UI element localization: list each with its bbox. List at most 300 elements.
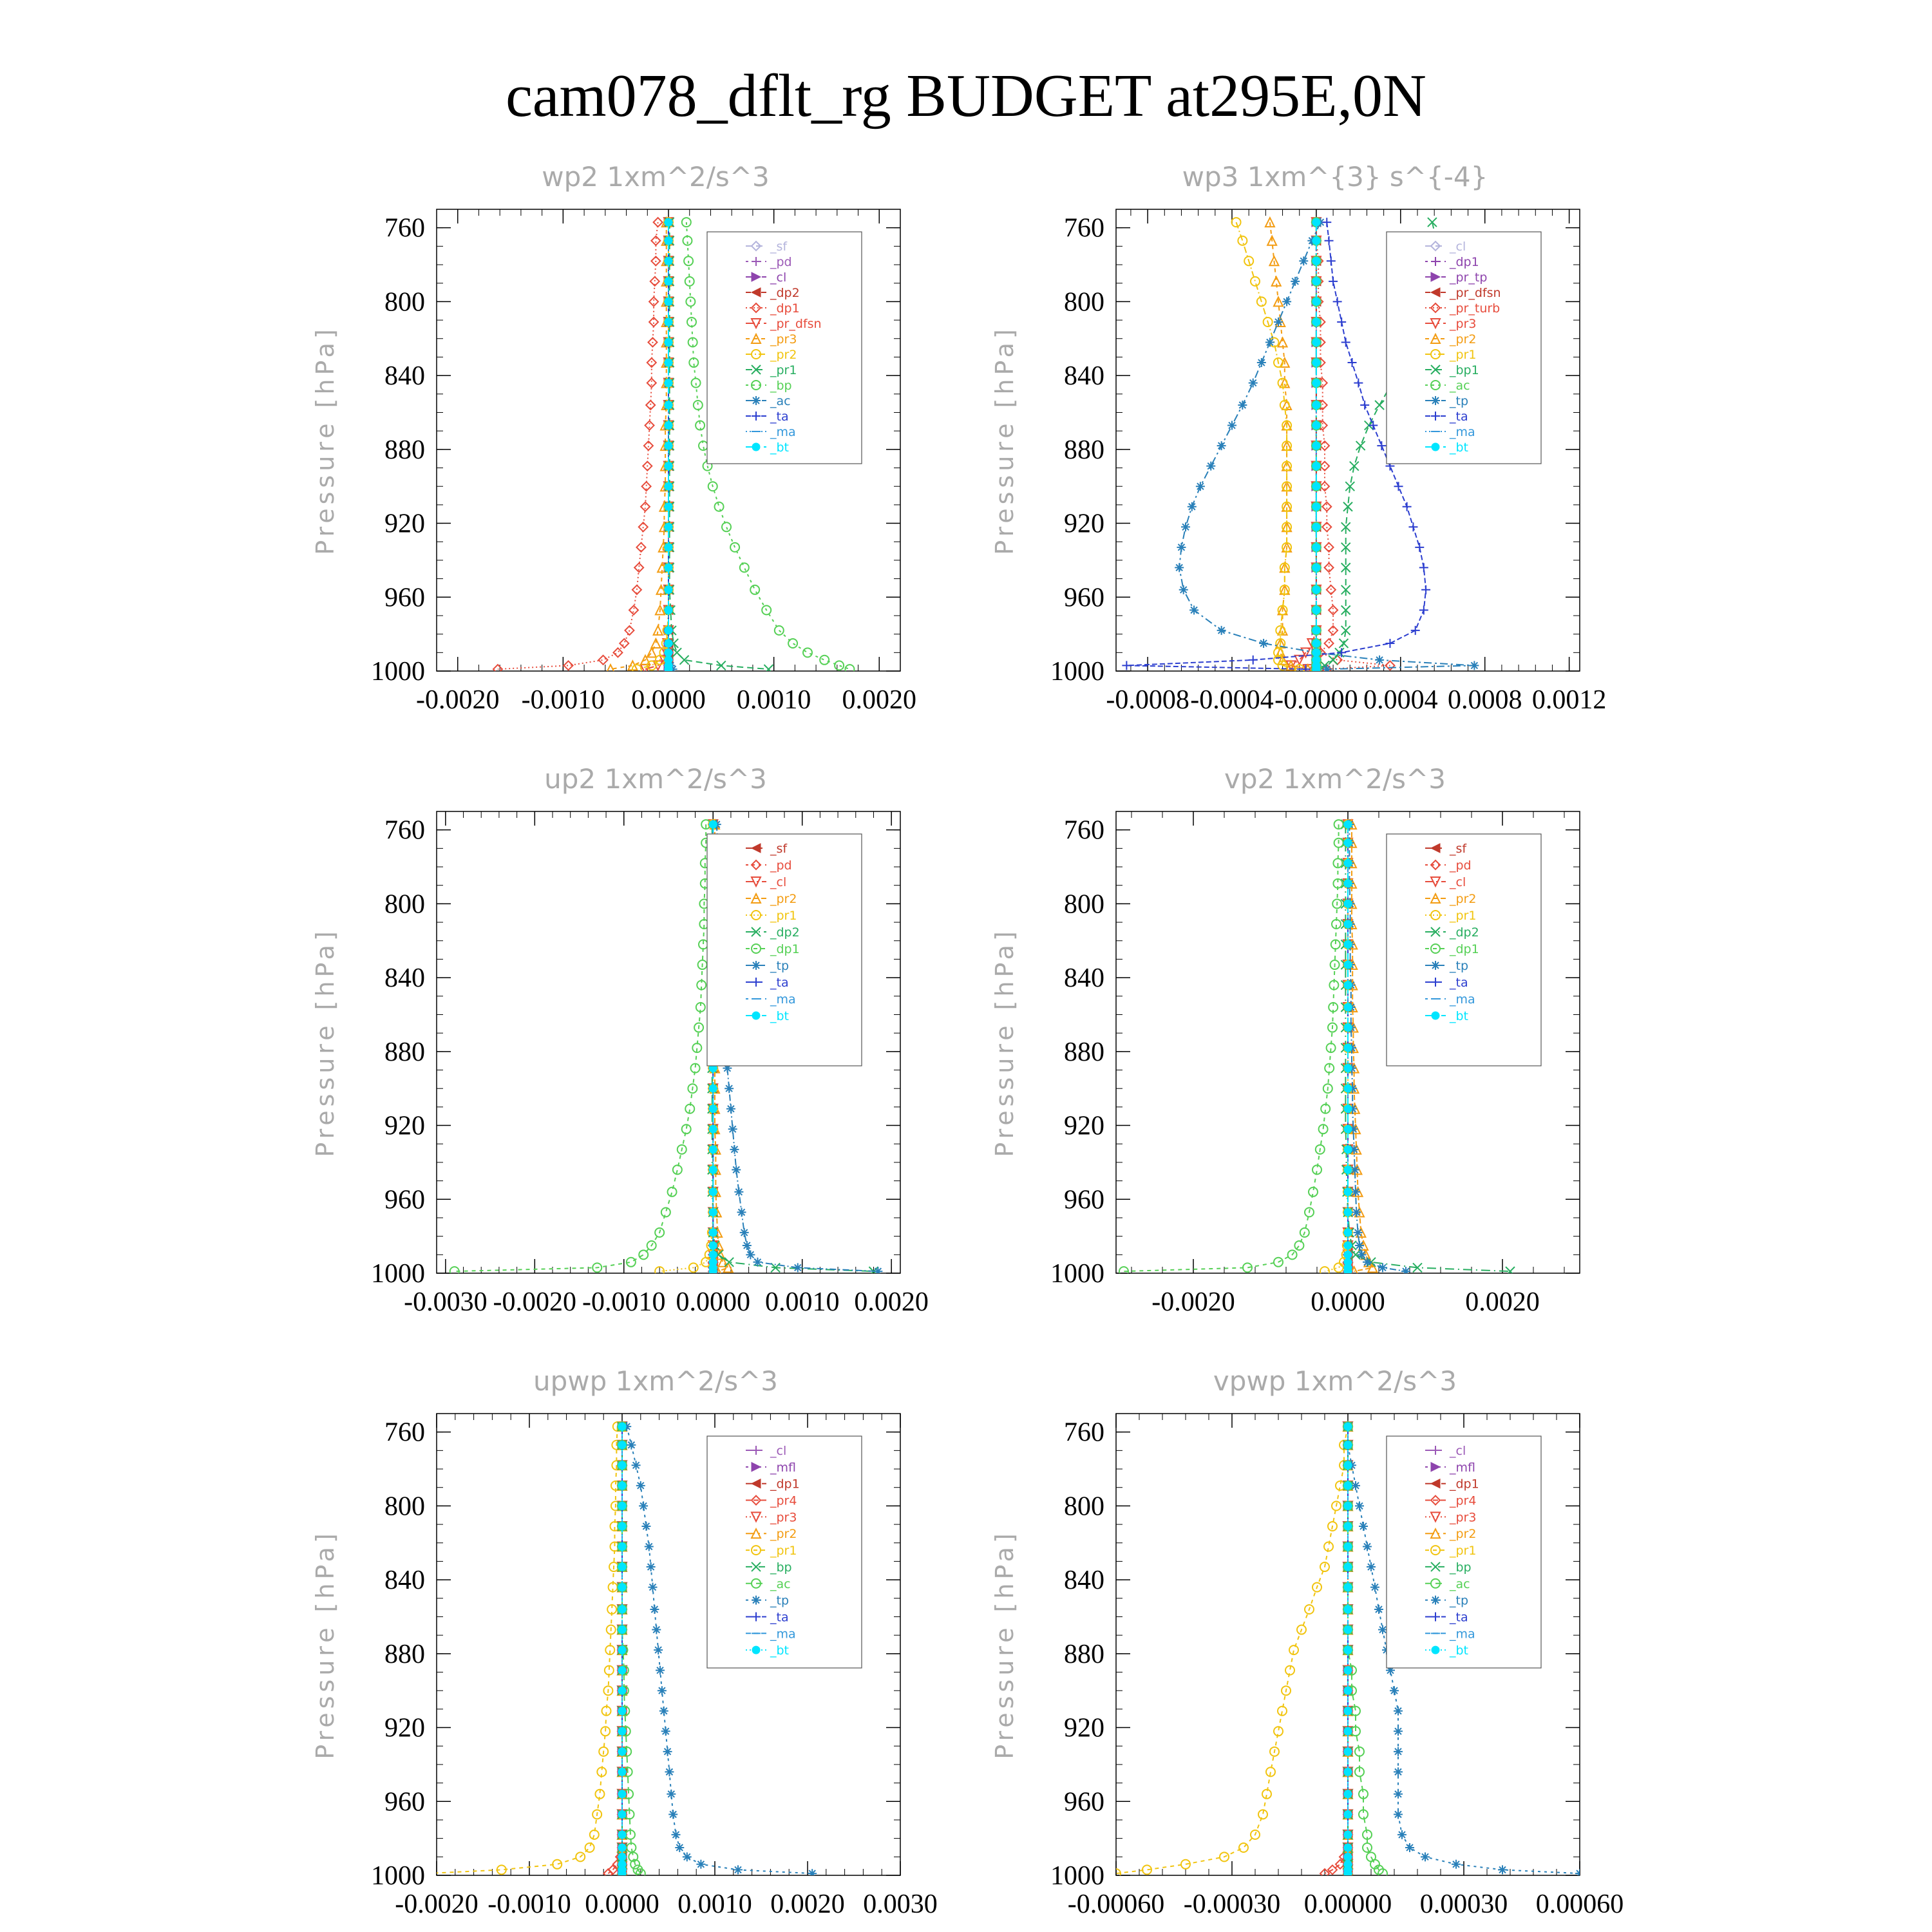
data-point — [709, 820, 717, 828]
y-tick-label: 920 — [1064, 1111, 1104, 1141]
legend-marker — [752, 1596, 761, 1605]
data-point — [1394, 1727, 1403, 1736]
legend — [707, 834, 862, 1066]
data-point — [1312, 379, 1320, 387]
legend-label: _ac — [1450, 1577, 1470, 1591]
y-axis-label: Pressure [hPa] — [990, 927, 1019, 1157]
y-tick-label: 800 — [384, 889, 425, 920]
legend-label: _bt — [1450, 440, 1469, 455]
x-tick-label: -0.0020 — [493, 1287, 577, 1317]
data-point — [1403, 502, 1412, 511]
legend-label: _bp — [1450, 1560, 1472, 1575]
legend-label: _ta — [1450, 1610, 1468, 1625]
x-tick-label: -0.0004 — [1190, 685, 1274, 715]
data-point — [618, 1461, 626, 1469]
legend-label: _pr1 — [770, 363, 797, 377]
data-point — [1344, 1563, 1352, 1571]
y-tick-label: 880 — [384, 1639, 425, 1669]
data-point — [661, 1727, 670, 1736]
data-point — [665, 318, 672, 326]
legend-label: _ma — [1450, 425, 1475, 439]
data-point — [639, 1250, 648, 1259]
data-point — [1217, 441, 1226, 450]
data-point — [1363, 1542, 1372, 1551]
panel-title: wp3 1xm^{3} s^{-4} — [1182, 161, 1488, 193]
data-point — [1189, 605, 1198, 614]
data-point — [1312, 544, 1320, 551]
legend-marker — [1431, 396, 1440, 405]
legend-label: _pr2 — [770, 348, 797, 362]
data-point — [668, 1810, 677, 1819]
data-point — [743, 1241, 752, 1250]
data-point — [740, 1228, 749, 1237]
data-point — [1334, 1263, 1343, 1272]
data-point — [1312, 401, 1320, 409]
data-point — [1312, 606, 1320, 614]
series-pr3 — [606, 218, 671, 674]
data-point — [1344, 839, 1352, 847]
legend-marker — [752, 443, 760, 451]
x-tick-label: 0.0010 — [677, 1889, 752, 1919]
data-point — [1452, 1860, 1461, 1869]
y-tick-label: 800 — [1064, 1492, 1104, 1522]
data-point — [1344, 920, 1352, 928]
series-line — [428, 1426, 618, 1873]
data-point — [1344, 1003, 1352, 1011]
legend-label: _pr_dfsn — [770, 317, 822, 331]
legend-label: _tp — [770, 1593, 790, 1608]
legend-label: _tp — [1450, 959, 1469, 973]
data-point — [709, 1146, 717, 1153]
legend-label: _sf — [770, 240, 788, 254]
data-point — [1179, 585, 1188, 594]
data-point — [663, 1747, 672, 1756]
data-point — [618, 1748, 626, 1756]
data-point — [803, 648, 812, 657]
legend-label: _cl — [770, 875, 787, 889]
data-point — [665, 218, 672, 226]
data-point — [652, 1625, 661, 1634]
data-point — [1401, 1267, 1410, 1276]
legend-label: _pr3 — [1450, 317, 1477, 331]
data-point — [618, 1790, 626, 1798]
legend-label: _ma — [1450, 1627, 1475, 1642]
data-point — [1374, 1605, 1383, 1614]
legend-label: _pd — [1450, 858, 1472, 873]
series-line — [659, 824, 713, 1271]
data-point — [1428, 218, 1437, 227]
data-point — [1356, 441, 1365, 450]
y-tick-label: 960 — [1064, 1185, 1104, 1215]
data-point — [639, 1501, 648, 1510]
legend-label: _dp1 — [1450, 1477, 1479, 1492]
data-point — [1312, 257, 1320, 265]
data-point — [672, 1830, 681, 1839]
data-point — [1344, 1605, 1352, 1613]
data-point — [618, 1584, 626, 1591]
data-point — [585, 1843, 594, 1852]
y-axis-label: Pressure [hPa] — [311, 927, 339, 1157]
data-point — [629, 605, 638, 614]
x-tick-label: 0.0000 — [1311, 1287, 1385, 1317]
data-point — [709, 1208, 717, 1216]
legend-label: _cl — [1450, 1444, 1466, 1458]
data-point — [1344, 1667, 1352, 1674]
data-point — [1329, 605, 1338, 614]
data-point — [618, 1646, 626, 1654]
series-dp1 — [493, 218, 663, 674]
data-point — [665, 586, 672, 594]
data-point — [665, 1767, 674, 1776]
x-tick-label: -0.0010 — [582, 1287, 666, 1317]
data-point — [1408, 522, 1417, 531]
series-line — [611, 222, 667, 669]
data-point — [1312, 639, 1320, 647]
data-point — [649, 1583, 658, 1592]
data-point — [1375, 401, 1384, 410]
data-point — [1394, 1790, 1403, 1799]
data-point — [665, 606, 672, 614]
data-point — [649, 297, 658, 306]
y-tick-label: 840 — [384, 361, 425, 392]
data-point — [618, 1423, 626, 1430]
data-point — [1232, 218, 1241, 227]
data-point — [651, 639, 660, 648]
panel-2 — [990, 161, 1606, 715]
legend-label: _bt — [770, 1643, 790, 1658]
data-point — [709, 1125, 717, 1133]
legend-label: _ta — [1450, 410, 1468, 424]
series-pr1 — [1112, 1422, 1352, 1878]
y-tick-label: 760 — [1064, 213, 1104, 243]
data-point — [1325, 236, 1334, 245]
data-point — [1344, 1707, 1352, 1715]
data-point — [613, 648, 622, 657]
legend-label: _ma — [770, 425, 796, 439]
data-point — [1344, 820, 1352, 828]
data-point — [1206, 462, 1215, 471]
legend-label: _sf — [770, 842, 788, 856]
data-point — [1344, 1687, 1352, 1694]
legend — [1387, 834, 1541, 1066]
data-point — [641, 1522, 650, 1531]
data-point — [1251, 277, 1260, 286]
data-point — [1312, 665, 1320, 673]
legend-label: _pr2 — [770, 892, 797, 906]
y-axis-label: Pressure [hPa] — [990, 325, 1019, 555]
legend-marker — [752, 1646, 760, 1654]
x-tick-label: -0.0020 — [395, 1889, 478, 1919]
data-point — [1344, 1024, 1352, 1032]
x-tick-label: 0.0008 — [1447, 685, 1522, 715]
legend-label: _bt — [1450, 1009, 1469, 1023]
legend-label: _sf — [1450, 842, 1467, 856]
y-tick-label: 920 — [1064, 509, 1104, 539]
data-point — [709, 1166, 717, 1173]
x-tick-label: 0.0020 — [842, 685, 917, 715]
data-point — [618, 1522, 626, 1530]
data-point — [1354, 379, 1363, 388]
data-point — [665, 278, 672, 285]
legend-label: _bt — [770, 440, 790, 455]
data-point — [1175, 563, 1184, 572]
x-tick-label: -0.00060 — [1067, 1889, 1165, 1919]
data-point — [661, 1208, 670, 1217]
data-point — [1355, 1501, 1364, 1510]
data-point — [1344, 1461, 1352, 1469]
x-tick-label: 0.0030 — [863, 1889, 938, 1919]
y-tick-label: 1000 — [371, 1861, 425, 1891]
data-point — [1344, 1482, 1352, 1490]
data-point — [709, 1251, 717, 1258]
data-point — [1312, 482, 1320, 490]
y-tick-label: 1000 — [1050, 1259, 1104, 1289]
data-point — [618, 1687, 626, 1694]
data-point — [1344, 880, 1352, 887]
data-point — [665, 665, 672, 673]
data-point — [1355, 1241, 1364, 1250]
y-tick-label: 920 — [384, 1713, 425, 1743]
series-line — [1124, 824, 1339, 1271]
data-point — [1385, 639, 1394, 648]
data-point — [692, 379, 701, 388]
legend-marker — [752, 1012, 760, 1019]
data-point — [665, 523, 672, 531]
data-point — [1181, 522, 1190, 531]
data-point — [1367, 1562, 1376, 1571]
data-point — [618, 1626, 626, 1634]
legend-label: _dp1 — [1450, 255, 1479, 269]
data-point — [1344, 859, 1352, 867]
y-tick-label: 960 — [1064, 1787, 1104, 1817]
data-point — [1344, 940, 1352, 948]
data-point — [1344, 1727, 1352, 1735]
panel-6 — [990, 1365, 1624, 1919]
data-point — [1344, 1810, 1352, 1818]
legend-label: _ta — [770, 1610, 789, 1625]
data-point — [627, 1441, 636, 1450]
legend-label: _dp2 — [770, 286, 800, 300]
legend — [1387, 232, 1541, 464]
data-point — [590, 1830, 599, 1839]
data-point — [709, 1188, 717, 1196]
y-tick-label: 760 — [384, 1417, 425, 1448]
data-point — [1295, 656, 1304, 665]
panel-title: up2 1xm^2/s^3 — [544, 763, 767, 795]
panel-title: upwp 1xm^2/s^3 — [533, 1365, 778, 1397]
data-point — [1344, 1768, 1352, 1776]
data-point — [1348, 358, 1357, 367]
data-point — [1333, 297, 1342, 306]
data-point — [1344, 1542, 1352, 1550]
data-point — [493, 665, 502, 674]
data-point — [645, 421, 654, 430]
y-tick-label: 880 — [1064, 1639, 1104, 1669]
data-point — [620, 639, 629, 648]
data-point — [1344, 1748, 1352, 1756]
data-point — [734, 1188, 743, 1197]
legend-label: _pr3 — [770, 332, 797, 346]
data-point — [656, 1666, 665, 1675]
data-point — [1312, 442, 1320, 450]
legend-label: _ac — [770, 394, 791, 408]
data-point — [1327, 256, 1336, 265]
legend-label: _ma — [1450, 992, 1475, 1007]
x-tick-label: -0.0000 — [1274, 685, 1358, 715]
data-point — [1351, 1481, 1360, 1490]
data-point — [1415, 543, 1424, 552]
data-point — [1344, 1853, 1352, 1861]
data-point — [1360, 401, 1369, 410]
legend-label: _pr3 — [770, 1510, 797, 1525]
data-point — [709, 1105, 717, 1113]
legend-label: _ma — [770, 1627, 796, 1642]
data-point — [632, 1461, 641, 1470]
x-tick-label: 0.0010 — [736, 685, 811, 715]
data-point — [1344, 1065, 1352, 1072]
data-point — [1217, 626, 1226, 635]
y-axis-label: Pressure [hPa] — [311, 325, 339, 555]
data-point — [1419, 605, 1428, 614]
x-tick-label: 0.0004 — [1363, 685, 1438, 715]
y-tick-label: 880 — [1064, 1037, 1104, 1067]
data-point — [665, 257, 672, 265]
data-point — [1239, 1843, 1248, 1852]
data-point — [1312, 318, 1320, 326]
data-point — [1312, 298, 1320, 305]
y-tick-label: 1000 — [1050, 1861, 1104, 1891]
y-tick-label: 840 — [384, 1566, 425, 1596]
data-point — [1344, 900, 1352, 907]
legend-label: _ac — [1450, 379, 1470, 393]
x-tick-label: 0.0020 — [854, 1287, 929, 1317]
data-point — [1344, 1125, 1352, 1133]
data-point — [1344, 1870, 1352, 1877]
data-point — [808, 1869, 817, 1878]
data-point — [715, 502, 724, 511]
data-point — [647, 1562, 656, 1571]
y-tick-label: 800 — [384, 1492, 425, 1522]
x-tick-label: 0.0010 — [764, 1287, 840, 1317]
y-tick-label: 800 — [384, 287, 425, 317]
data-point — [709, 1084, 717, 1092]
data-point — [753, 1258, 762, 1267]
data-point — [618, 1810, 626, 1818]
data-point — [1322, 665, 1331, 674]
data-point — [1394, 1747, 1403, 1756]
data-point — [694, 401, 703, 410]
data-point — [1378, 1625, 1387, 1634]
data-point — [683, 1852, 692, 1861]
legend-label: _pr_tp — [1450, 270, 1488, 285]
data-point — [1177, 543, 1186, 552]
data-point — [1344, 1188, 1352, 1196]
series-pr1 — [423, 1422, 622, 1878]
data-point — [1377, 441, 1386, 450]
data-point — [1325, 563, 1334, 572]
y-tick-label: 960 — [384, 1185, 425, 1215]
data-point — [726, 1104, 735, 1113]
data-point — [1394, 1707, 1403, 1716]
data-point — [1312, 586, 1320, 594]
data-point — [750, 585, 759, 594]
data-point — [835, 661, 844, 670]
data-point — [1294, 1241, 1303, 1250]
data-point — [722, 522, 731, 531]
legend-label: _pd — [770, 858, 792, 873]
y-tick-label: 760 — [1064, 1417, 1104, 1448]
data-point — [673, 1165, 682, 1174]
y-tick-label: 840 — [1064, 361, 1104, 392]
data-point — [618, 1727, 626, 1735]
series-line — [455, 824, 706, 1271]
data-point — [1320, 1267, 1329, 1276]
data-point — [1470, 661, 1479, 670]
data-point — [1238, 236, 1247, 245]
data-point — [647, 648, 656, 657]
data-point — [618, 1707, 626, 1715]
data-point — [1312, 649, 1320, 656]
data-point — [665, 649, 672, 656]
legend-label: _pr1 — [770, 1544, 797, 1558]
data-point — [1259, 639, 1268, 648]
legend — [1387, 1436, 1541, 1668]
x-tick-label: 0.0000 — [631, 685, 706, 715]
data-point — [599, 656, 608, 665]
y-tick-label: 840 — [1064, 1566, 1104, 1596]
data-point — [730, 1145, 739, 1154]
panel-4 — [990, 763, 1580, 1317]
data-point — [668, 1188, 677, 1197]
panel-title: vp2 1xm^2/s^3 — [1224, 763, 1446, 795]
data-point — [1344, 1242, 1352, 1249]
data-point — [1405, 1843, 1414, 1852]
legend-label: _cl — [1450, 875, 1466, 889]
data-point — [665, 401, 672, 409]
data-point — [665, 442, 672, 450]
data-point — [665, 379, 672, 387]
data-point — [618, 1563, 626, 1571]
legend-label: _pr3 — [1450, 1510, 1477, 1525]
legend-label: _dp2 — [770, 925, 800, 940]
data-point — [665, 564, 672, 571]
data-point — [1394, 1810, 1403, 1819]
data-point — [1359, 1522, 1368, 1531]
y-tick-label: 1000 — [1050, 657, 1104, 687]
data-point — [724, 1084, 734, 1093]
data-point — [1363, 1258, 1372, 1267]
data-point — [1344, 1522, 1352, 1530]
data-point — [1312, 338, 1320, 346]
data-point — [665, 503, 672, 511]
legend-label: _tp — [1450, 394, 1469, 408]
legend — [707, 1436, 862, 1668]
legend-marker — [752, 961, 761, 970]
legend-label: _dp1 — [1450, 942, 1479, 956]
legend-label: _pr1 — [770, 909, 797, 923]
data-point — [634, 563, 643, 572]
data-point — [647, 661, 656, 670]
data-point — [1344, 1626, 1352, 1634]
legend-label: _pr_turb — [1450, 301, 1501, 316]
data-point — [1122, 661, 1131, 670]
x-tick-label: 0.0000 — [676, 1287, 750, 1317]
data-point — [1344, 961, 1352, 969]
x-tick-label: 0.00000 — [1303, 1889, 1392, 1919]
data-point — [1575, 1869, 1584, 1878]
x-tick-label: 0.00030 — [1419, 1889, 1508, 1919]
legend-label: _bt — [1450, 1643, 1469, 1658]
